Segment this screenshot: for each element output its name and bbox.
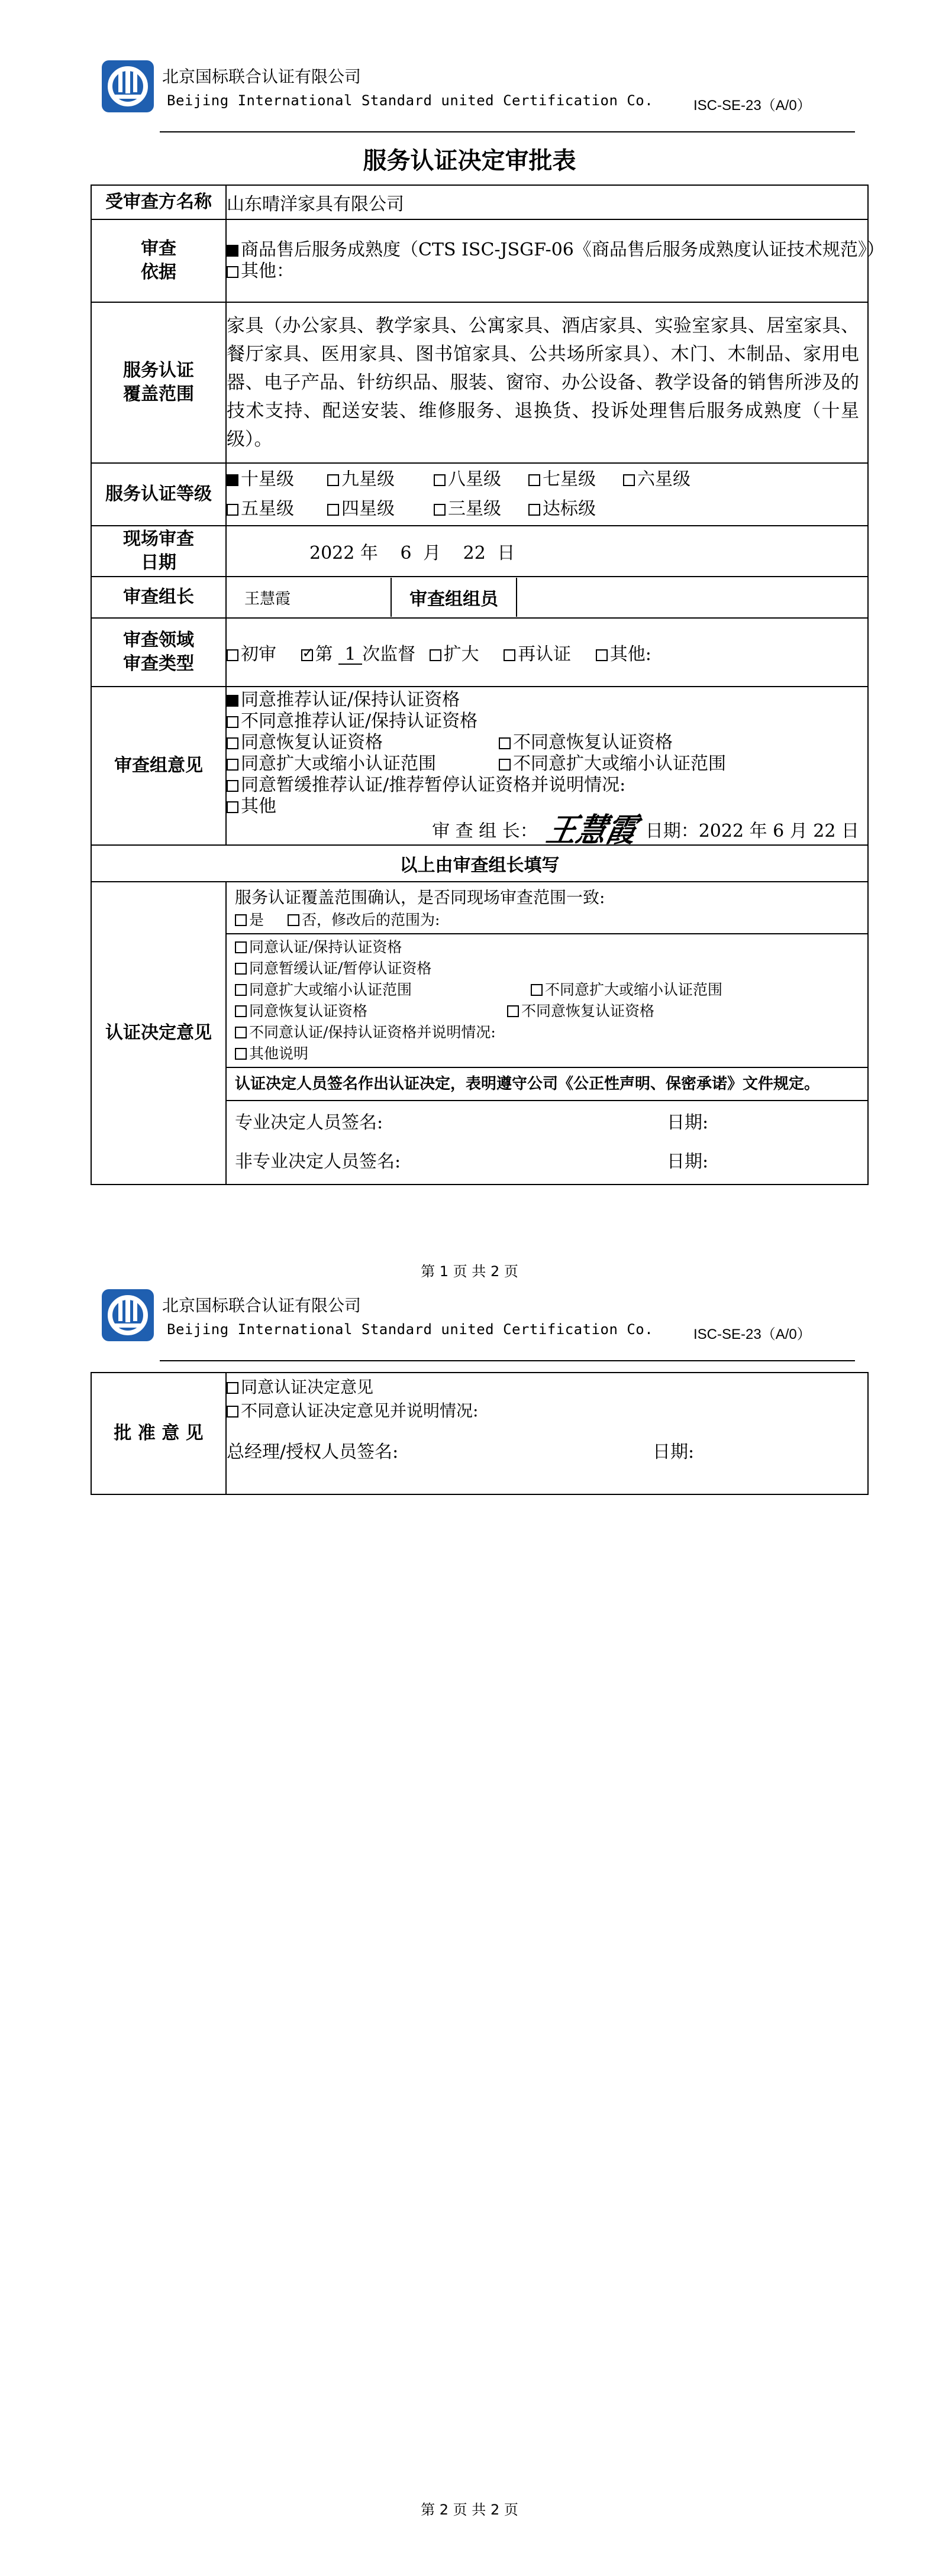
decision-opt3a-checkbox[interactable] (235, 984, 247, 996)
team-opt4b-text: 不同意扩大或缩小认证范围 (513, 753, 726, 774)
form-title: 服务认证决定审批表 (363, 147, 576, 174)
team-opt6-text: 其他 (241, 796, 276, 817)
decision-opt3b-checkbox[interactable] (531, 984, 543, 996)
scope-yes-text: 是 (249, 911, 264, 928)
type-recert-checkbox[interactable] (504, 649, 515, 661)
level-basic-text: 达标级 (543, 499, 596, 519)
type-surveillance-checkbox[interactable] (301, 645, 314, 661)
pro-sign-label: 专业决定人员签名: (235, 1112, 383, 1133)
audit-date-label-line2: 日期 (141, 552, 176, 573)
audit-date-label (91, 526, 226, 577)
decision-opt4a-text: 同意恢复认证资格 (249, 1002, 368, 1020)
decision-opt4b-checkbox[interactable] (507, 1005, 519, 1017)
page-2 (0, 1288, 939, 2576)
team-opt4b-checkbox[interactable] (499, 759, 511, 771)
document-number: ISC-SE-23（A/0） (693, 98, 811, 114)
level-5-text: 五星级 (241, 499, 294, 519)
decision-opt4a-checkbox[interactable] (235, 1005, 247, 1017)
basis-option1-checkbox[interactable] (227, 245, 238, 257)
applicant-label: 受审查方名称 (91, 185, 226, 219)
team-opt3a-text: 同意恢复认证资格 (241, 732, 383, 753)
type-other-text: 其他: (609, 644, 651, 665)
level-5-checkbox[interactable] (227, 504, 238, 516)
level-4-text: 四星级 (341, 499, 395, 519)
audit-type-value (226, 618, 868, 687)
team-opt5-checkbox[interactable] (227, 780, 238, 792)
audit-type-label-line2: 审查类型 (123, 653, 194, 674)
filled-by-leader-row (91, 845, 868, 882)
approval-opt1-text: 同意认证决定意见 (241, 1377, 374, 1397)
level-6-checkbox[interactable] (623, 474, 635, 486)
company-logo-icon (101, 59, 155, 114)
decision-opt1-checkbox[interactable] (235, 941, 247, 953)
check-mark-icon: ✓ (302, 645, 314, 661)
audit-month: 6 (400, 543, 412, 564)
level-10-text: 十星级 (241, 469, 294, 490)
audit-year: 2022 (309, 543, 355, 564)
team-opt3a-checkbox[interactable] (227, 737, 238, 749)
level-9-checkbox[interactable] (327, 474, 339, 486)
company-name-cn: 北京国标联合认证有限公司 (162, 67, 362, 86)
approval-sign-label: 总经理/授权人员签名: (227, 1442, 399, 1462)
team-value-cell (226, 577, 868, 618)
level-value (226, 463, 868, 526)
basis-value (226, 219, 885, 302)
leader-signature: 王慧霞 (543, 811, 640, 849)
decision-opt2-checkbox[interactable] (235, 963, 247, 975)
audit-date-label-line1: 现场审查 (123, 529, 194, 549)
level-4-checkbox[interactable] (327, 504, 339, 516)
approval-row (91, 1373, 868, 1494)
team-row (91, 577, 868, 618)
scope-label-line2: 覆盖范围 (123, 384, 194, 404)
approval-date-label: 日期: (653, 1442, 695, 1462)
scope-no-checkbox[interactable] (288, 914, 299, 926)
header-rule (160, 1360, 855, 1361)
approval-opt2-checkbox[interactable] (227, 1406, 238, 1418)
team-member-label: 审查组组员 (391, 578, 517, 617)
decision-statement: 认证决定人员签名作出认证决定，表明遵守公司《公正性声明、保密承诺》文件规定。 (227, 1068, 867, 1101)
scope-label (91, 302, 226, 463)
audit-day: 22 (463, 543, 486, 564)
audit-date-value (226, 526, 868, 577)
type-recert-text: 再认证 (518, 644, 572, 665)
level-7-checkbox[interactable] (528, 474, 540, 486)
level-3-checkbox[interactable] (434, 504, 446, 516)
page2-footer: 第 2 页 共 2 页 (421, 2501, 518, 2518)
audit-type-label-line1: 审查领域 (123, 630, 194, 651)
level-3-text: 三星级 (448, 499, 501, 519)
decision-opt6-checkbox[interactable] (235, 1048, 247, 1060)
team-opt2-checkbox[interactable] (227, 716, 238, 728)
scope-value (226, 302, 868, 463)
team-opinion-value (226, 687, 868, 849)
level-7-text: 七星级 (543, 469, 596, 490)
basis-label-line2: 依据 (141, 262, 176, 283)
basis-row (91, 219, 868, 302)
nonpro-sign-date-label: 日期: (667, 1151, 709, 1172)
team-opt6-checkbox[interactable] (227, 801, 238, 813)
filled-by-leader-text: 以上由审查组长填写 (91, 845, 868, 882)
level-basic-checkbox[interactable] (528, 504, 540, 516)
scope-confirm-text: 服务认证覆盖范围确认，是否同现场审查范围一致: (235, 888, 605, 907)
type-nth-prefix: 第 (315, 644, 333, 665)
decision-opt5-checkbox[interactable] (235, 1027, 247, 1038)
team-opt4a-text: 同意扩大或缩小认证范围 (241, 753, 436, 774)
team-opinion-label: 审查组意见 (91, 687, 226, 845)
team-opt3b-checkbox[interactable] (499, 737, 511, 749)
approval-opt1-checkbox[interactable] (227, 1382, 238, 1394)
pro-sign-date-label: 日期: (667, 1112, 709, 1133)
type-other-checkbox[interactable] (596, 649, 608, 661)
level-6-text: 六星级 (637, 469, 690, 490)
type-initial-text: 初审 (241, 644, 276, 665)
decision-opt1-text: 同意认证/保持认证资格 (249, 939, 402, 956)
scope-label-line1: 服务认证 (123, 360, 194, 381)
basis-option2-checkbox[interactable] (227, 266, 238, 278)
team-opinion-date: 日期：2022 年 6 月 22 日 (645, 821, 859, 842)
type-expand-text: 扩大 (443, 644, 479, 665)
company-logo-icon (101, 1288, 155, 1342)
decision-opt3a-text: 同意扩大或缩小认证范围 (249, 981, 412, 998)
team-opt1-checkbox[interactable] (227, 695, 238, 707)
team-opt5-text: 同意暂缓推荐认证/推荐暂停认证资格并说明情况: (241, 775, 626, 795)
team-leader-label: 审查组长 (91, 577, 226, 618)
audit-year-unit: 年 (360, 543, 378, 564)
applicant-row (91, 185, 868, 219)
audit-month-unit: 月 (423, 543, 441, 564)
decision-row (91, 882, 868, 1185)
approval-opt2-text: 不同意认证决定意见并说明情况: (241, 1401, 479, 1420)
level-10-checkbox[interactable] (227, 474, 238, 486)
basis-label-line1: 审查 (141, 238, 176, 259)
type-expand-checkbox[interactable] (430, 649, 441, 661)
page-header (101, 59, 855, 148)
company-name-en: Beijing International Standard united Certification Co. (167, 92, 654, 109)
team-leader-sign-label: 审 查 组 长： (432, 821, 538, 842)
basis-label (91, 219, 226, 302)
level-row (91, 463, 868, 526)
decision-opt4b-text: 不同意恢复认证资格 (521, 1002, 655, 1020)
decision-opt3b-text: 不同意扩大或缩小认证范围 (545, 981, 723, 998)
team-leader-value: 王慧霞 (227, 578, 391, 617)
decision-opt5-text: 不同意认证/保持认证资格并说明情况: (249, 1024, 496, 1041)
approval-table (91, 1372, 869, 1495)
decision-value (226, 882, 868, 1185)
team-opt4a-checkbox[interactable] (227, 759, 238, 771)
page1-footer: 第 1 页 共 2 页 (421, 1263, 518, 1280)
level-label: 服务认证等级 (91, 463, 226, 526)
level-8-checkbox[interactable] (434, 474, 446, 486)
type-initial-checkbox[interactable] (227, 649, 238, 661)
company-name-cn: 北京国标联合认证有限公司 (162, 1296, 362, 1315)
basis-option2-text: 其他： (241, 261, 294, 281)
document-number: ISC-SE-23（A/0） (693, 1326, 811, 1342)
decision-opt6-text: 其他说明 (249, 1045, 309, 1062)
company-name-en: Beijing International Standard united Certification Co. (167, 1321, 654, 1338)
page2-header (101, 1288, 855, 1377)
team-opt3b-text: 不同意恢复认证资格 (513, 732, 673, 753)
header-rule (160, 131, 855, 132)
level-9-text: 九星级 (341, 469, 395, 490)
basis-option1-text: 商品售后服务成熟度（CTS ISC-JSGF-06《商品售后服务成熟度认证技术规范》） (241, 240, 885, 260)
audit-day-unit: 日 (497, 543, 515, 564)
approval-value (226, 1373, 868, 1494)
approval-label: 批 准 意 见 (91, 1373, 226, 1494)
scope-no-text: 否，修改后的范围为: (302, 911, 440, 928)
type-nth-suffix: 次监督 (362, 644, 416, 665)
applicant-value: 山东晴洋家具有限公司 (226, 185, 868, 219)
decision-label: 认证决定意见 (91, 882, 226, 1185)
scope-text: 家具（办公家具、教学家具、公寓家具、酒店家具、实验室家具、居室家具、餐厅家具、医用家具、图书馆家具、公共场所家具）、木门、木制品、家用电器、电子产品、针纺织品、服装、窗帘、办公设备、教学设备的销售所涉及的技术支持、配送安装、维修服务、退换货、投诉处理售后服务成熟度（十星级）。 (227, 315, 859, 450)
scope-row (91, 302, 868, 463)
audit-type-row (91, 618, 868, 687)
audit-date-row (91, 526, 868, 577)
audit-type-label (91, 618, 226, 687)
team-opt2-text: 不同意推荐认证/保持认证资格 (241, 711, 478, 732)
nonpro-sign-label: 非专业决定人员签名: (235, 1151, 401, 1172)
decision-opt2-text: 同意暂缓认证/暂停认证资格 (249, 960, 432, 977)
type-nth-value: 1 (338, 646, 362, 665)
scope-yes-checkbox[interactable] (235, 914, 247, 926)
level-8-text: 八星级 (448, 469, 501, 490)
team-opinion-row (91, 687, 868, 845)
team-member-value (517, 578, 867, 617)
team-opt1-text: 同意推荐认证/保持认证资格 (241, 690, 460, 710)
approval-form-table (91, 185, 885, 1185)
